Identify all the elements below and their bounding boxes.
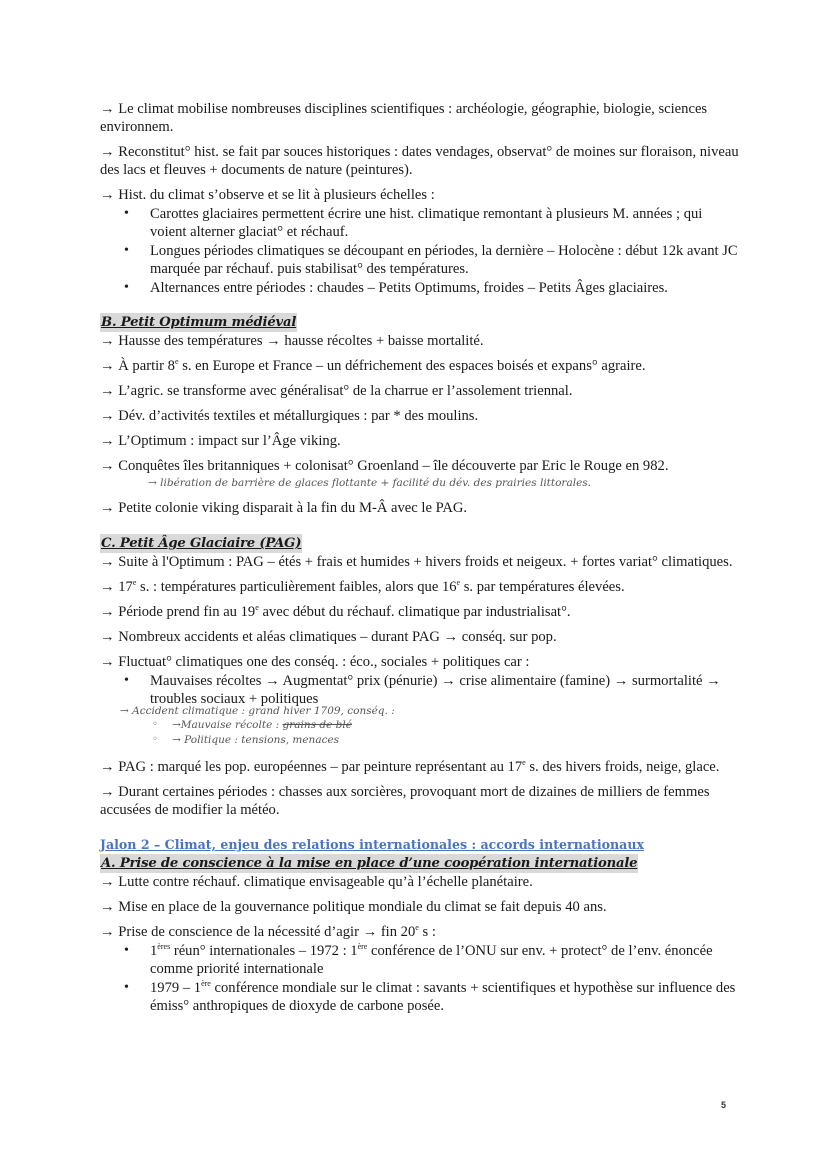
paragraph: → Hist. du climat s’observe et se lit à plusieurs échelles : [100,187,435,203]
paragraph: → Suite à l'Optimum : PAG – étés + frais et humides + hivers froids et neigeux. + fortes variat° climatiques. [100,554,733,570]
paragraph: → L’Optimum : impact sur l’Âge viking. [100,433,341,449]
list-item [172,718,740,733]
paragraph: → Fluctuat° climatiques one des conséq. : éco., sociales + politiques car : [100,654,530,670]
superscript: ères [157,942,171,952]
list-item: • Alternances entre périodes : chaudes – Petits Optimums, froides – Petits Âges glaciaires. [150,279,740,297]
struck-text: grains de blé [282,719,352,731]
paragraph: → Lutte contre réchauf. climatique envisageable qu’à l’échelle planétaire. [100,874,533,890]
paragraph: → Petite colonie viking disparait à la fin du M-Â avec le PAG. [100,500,468,516]
paragraph: → Le climat mobilise nombreuses disciplines scientifiques : archéologie, géographie, biologie, sciences environnem. [100,101,708,135]
text: conférence mondiale sur le climat : savants + scientifiques et hypothèse sur influence des émiss° anthropiques de dioxyde de carbone posée. [150,980,736,1014]
handwritten-note: → Accident climatique : grand hiver 1709, conséq. : [120,705,395,717]
paragraph: → Hausse des températures → hausse récoltes + baisse mortalité. [100,333,484,349]
superscript: ère [201,979,211,989]
paragraph [100,923,740,941]
list-item: • Mauvaises récoltes → Augmentat° prix (pénurie) → crise alimentaire (famine) → surmortalité → troubles sociaux + politiques [150,672,740,708]
document-page [100,100,740,1021]
text: avec début du réchauf. climatique par industrialisat°. [258,604,571,620]
handwritten-sublist [100,718,740,748]
text: réun° internationales – 1972 : 1 [170,943,358,959]
superscript: e [522,758,526,768]
text: → PAG : marqué les pop. européennes – par peinture représentant au 17 [100,759,523,775]
text: →Mauvaise récolte : [172,719,283,731]
superscript: e [456,578,461,588]
paragraph: → Nombreux accidents et aléas climatiques – durant PAG → conséq. sur pop. [100,629,557,645]
superscript: e [132,578,137,588]
text: → Période prend fin au 19 [100,604,256,620]
paragraph: → Conquêtes îles britanniques + colonisat° Groenland – île découverte par Eric le Rouge en 982. [100,458,669,474]
section-heading: C. Petit Âge Glaciaire (PAG) [101,536,302,551]
section-b [100,303,740,517]
paragraph: → Dév. d’activités textiles et métallurgiques : par * des moulins. [100,408,479,424]
bullet-list [100,672,740,708]
bullet-list [100,205,740,297]
paragraph [100,758,740,776]
list-item [150,942,740,978]
paragraph: → L’agric. se transforme avec généralisat° de la charrue er l’assolement triennal. [100,383,573,399]
section-heading: A. Prise de conscience à la mise en place d’une coopération internationale [101,856,638,871]
text: → Prise de conscience de la nécessité d’agir → fin 20 [100,924,416,940]
list-item [150,979,740,1015]
superscript: ère [357,942,368,952]
text: s. : températures particulièrement faibles, alors que 16 [136,579,457,595]
text: 1979 – 1 [150,980,202,996]
text: → 17 [100,579,133,595]
paragraph [100,357,740,375]
list-item: • Longues périodes climatiques se découpant en périodes, la dernière – Holocène : début 12k avant JC marquée par réchauf. puis stabilisat° des températures. [150,242,740,278]
superscript: e [255,603,259,613]
text: 1 [150,943,158,959]
text: conférence de l’ONU sur env. + protect° de l’env. énoncée comme priorité internationale [150,943,713,977]
superscript: e [174,357,179,367]
list-item: ◦ → Politique : tensions, menaces [172,733,740,748]
text: s. en Europe et France – un défrichement des espaces boisés et expans° agraire. [178,358,646,374]
text: s. par températures élevées. [460,579,625,595]
jalon-heading-link[interactable]: Jalon 2 – Climat, enjeu des relations internationales : accords internationaux [100,837,644,852]
list-item: • Carottes glaciaires permettent écrire une hist. climatique remontant à plusieurs M. années ; qui voient alterner glaciat° et réchauf. [150,205,740,241]
text: s. des hivers froids, neige, glace. [525,759,720,775]
paragraph: → Reconstitut° hist. se fait par souces historiques : dates vendages, observat° de moines sur floraison, niveau des lacs et fleuves + documents de nature (peintures). [100,144,739,178]
section-heading: B. Petit Optimum médiéval [101,315,297,330]
handwritten-note: → libération de barrière de glaces flottante + facilité du dév. des prairies littorales. [148,477,592,489]
paragraph: → Durant certaines périodes : chasses aux sorcières, provoquant mort de dizaines de milliers de femmes accusées de modifier la météo. [100,784,710,818]
paragraph [100,578,740,596]
bullet-list [100,942,740,1015]
text: s : [418,924,436,940]
jalon-2 [100,826,740,1015]
section-c [100,524,740,819]
page-number: 5 [721,1100,727,1110]
superscript: e [415,923,419,933]
text: → À partir 8 [100,358,175,374]
paragraph [100,603,740,621]
paragraph: → Mise en place de la gouvernance politique mondiale du climat se fait depuis 40 ans. [100,899,607,915]
